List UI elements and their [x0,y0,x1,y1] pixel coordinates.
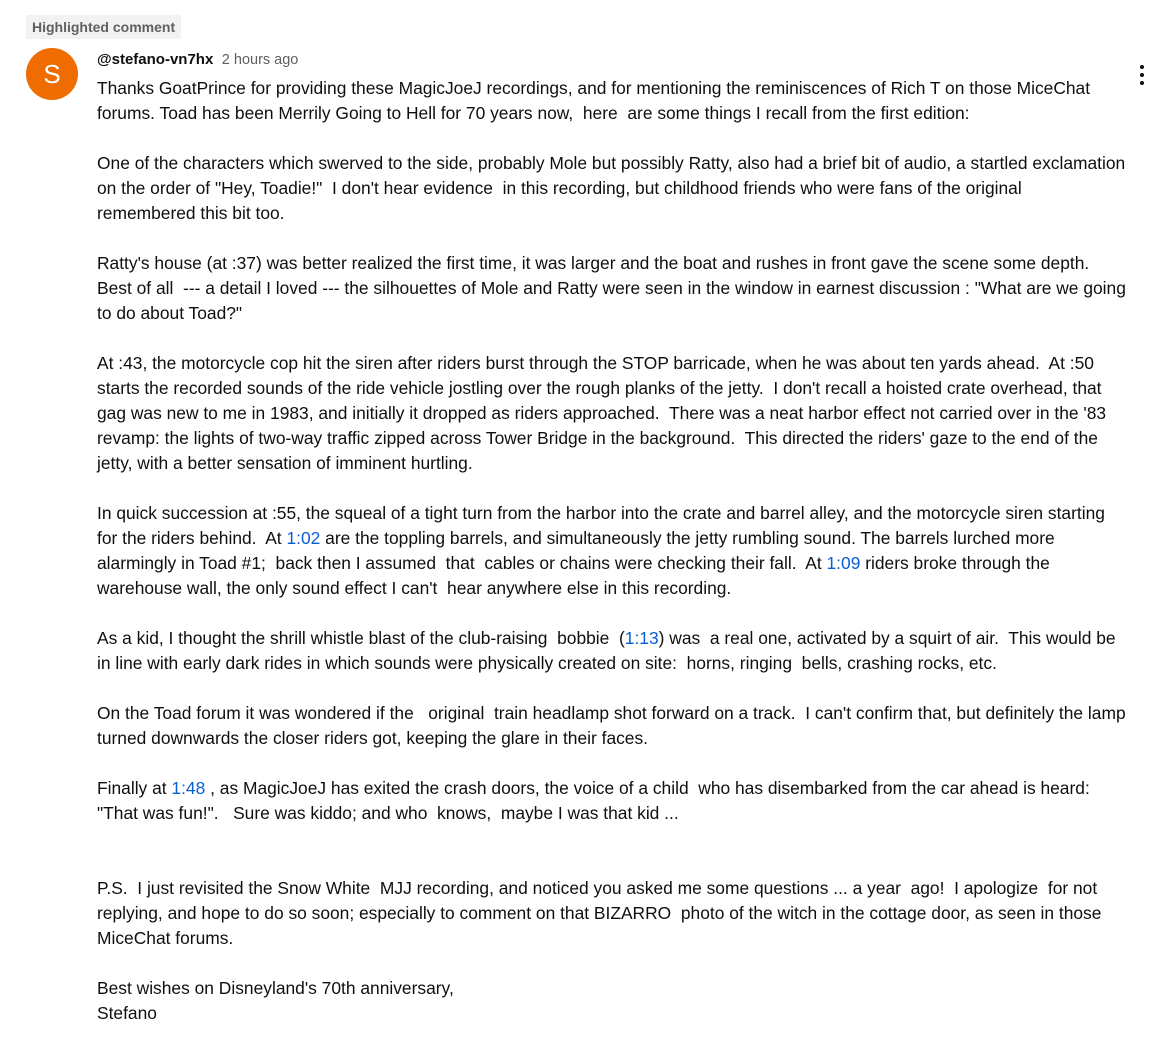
paragraph-text: ) was a real one, activated by a squirt of air. This would be in line with early dark rides in which sounds were physically created on site: horns, ringing bells, crashing rocks, etc. [97,628,1121,673]
comment-paragraph [97,776,1127,826]
comment-paragraph: Ratty's house (at :37) was better realized the first time, it was larger and the boat and rushes in front gave the scene some depth. Best of all --- a detail I loved --- the silhouettes of Mole and Ratty were seen in the window in earnest discussion : "What are we going to do about Toad?" [97,253,1131,323]
paragraph-text: , as MagicJoeJ has exited the crash doors, the voice of a child who has disembarked from the car ahead is heard: "That was fun!". Sure was kiddo; and who knows, maybe I was that kid ... [97,778,1095,823]
paragraph-text: In quick succession at :55, the squeal of a tight turn from the harbor into the crate and barrel alley, and the motorcycle siren starting for the riders behind. At [97,503,1110,548]
menu-dot [1140,73,1144,77]
menu-dot [1140,65,1144,69]
timestamp-link[interactable]: 1:48 [171,778,206,798]
comment-paragraph: On the Toad forum it was wondered if the original train headlamp shot forward on a track. I can't confirm that, but definitely the lamp turned downwards the closer riders got, keeping the glare in their faces. [97,703,1136,748]
comment-paragraph: Thanks GoatPrince for providing these MagicJoeJ recordings, and for mentioning the reminiscences of Rich T on those MiceChat forums. Toad has been Merrily Going to Hell for 70 years now, here are some things I recall from the first edition: [97,78,1095,123]
timestamp-link[interactable]: 1:13 [624,628,659,648]
paragraph-text: As a kid, I thought the shrill whistle blast of the club-raising bobbie ( [97,628,625,648]
more-vert-icon[interactable] [1127,62,1157,88]
timestamp-link[interactable]: 1:02 [286,528,321,548]
comment-signoff: Best wishes on Disneyland's 70th anniversary, Stefano [97,978,454,1023]
author-name[interactable]: @stefano-vn7hx [97,51,214,68]
comment-timestamp[interactable]: 2 hours ago [221,52,299,68]
comment-body [97,76,1136,1026]
comment-paragraph [97,626,1127,676]
timestamp-link[interactable]: 1:09 [826,553,861,573]
comment-paragraph: P.S. I just revisited the Snow White MJJ recording, and noticed you asked me some questions ... a year ago! I apologize for not replying, and hope to do so soon; especially to comment on that BIZARRO photo of the witch in the cottage door, as seen in those MiceChat forums. [97,878,1107,948]
comment-header [97,49,298,71]
menu-dot [1140,81,1144,85]
comment-paragraph [97,501,1127,601]
highlighted-comment-badge: Highlighted comment [26,15,181,39]
paragraph-text: riders broke through the warehouse wall, the only sound effect I can't hear anywhere else in this recording. [97,553,1055,598]
paragraph-text: Finally at [97,778,172,798]
avatar[interactable]: S [26,48,78,100]
paragraph-text: are the toppling barrels, and simultaneously the jetty rumbling sound. The barrels lurched more alarmingly in Toad #1; back then I assumed that cables or chains were checking their fall. At [97,528,1060,573]
comment-paragraph: At :43, the motorcycle cop hit the siren after riders burst through the STOP barricade, when he was about ten yards ahead. At :50 starts the recorded sounds of the ride vehicle jostling over the rough planks of the jetty. I don't recall a hoisted crate overhead, that gag was new to me in 1983, and initially it dropped as riders approached. There was a neat harbor effect not carried over in the '83 revamp: the lights of two-way traffic zipped across Tower Bridge in the background. This directed the riders' gaze to the end of the jetty, with a better sensation of imminent hurtling. [97,353,1111,473]
comment-paragraph: One of the characters which swerved to the side, probably Mole but possibly Ratty, also had a brief bit of audio, a startled exclamation on the order of "Hey, Toadie!" I don't hear evidence in this recording, but childhood friends who were fans of the original remembered this bit too. [97,153,1131,223]
